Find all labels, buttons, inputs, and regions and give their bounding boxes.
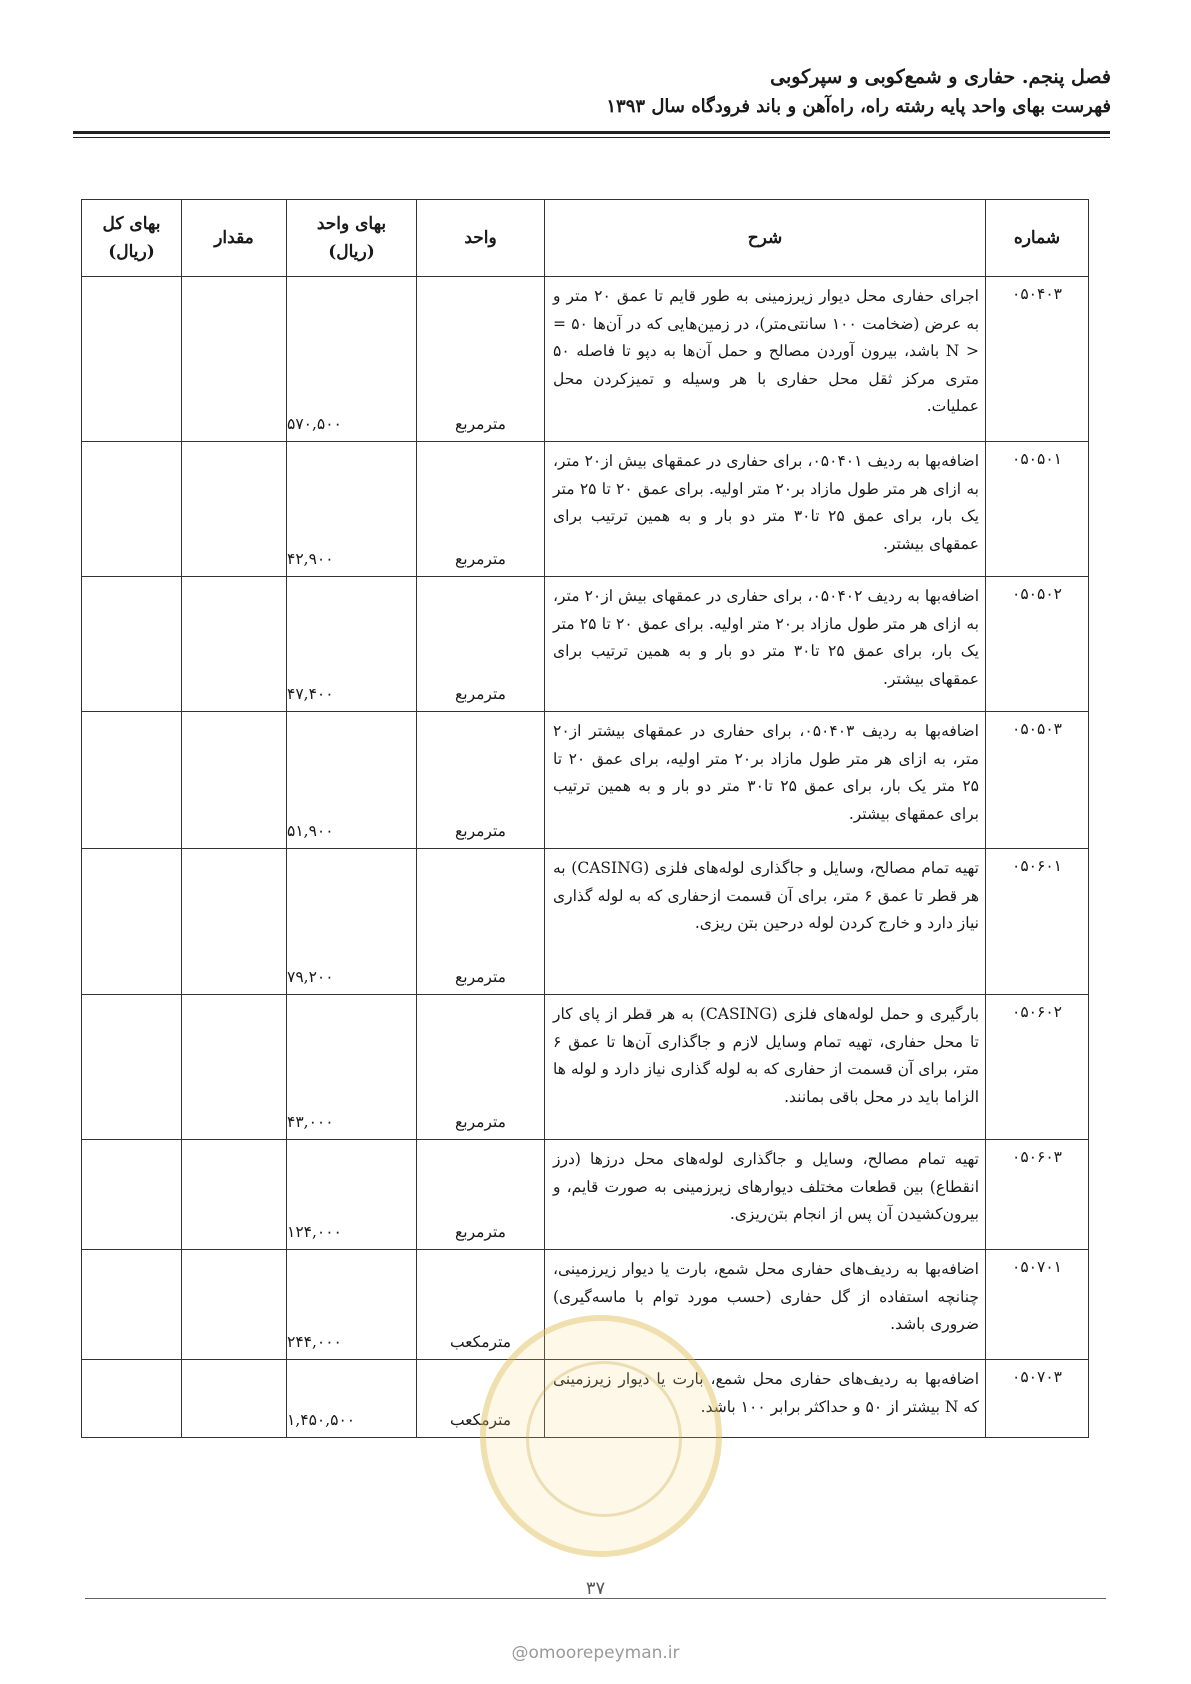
footer-rule: [85, 1598, 1106, 1599]
row-description: اضافه‌بها به ردیف ۰۵۰۴۰۱، برای حفاری در عمقهای بیش از۲۰ متر، به ازای هر متر طول مازاد بر۲۰ متر اولیه. برای عمق ۲۰ تا ۲۵ متر یک بار، برای عمق ۲۵ تا۳۰ متر دو بار و به همین ترتیب برای عمقهای بیشتر.: [545, 442, 986, 577]
row-number: ۰۵۰۵۰۳: [986, 712, 1089, 849]
row-number: ۰۵۰۵۰۲: [986, 577, 1089, 712]
row-unit-price: ۵۱,۹۰۰: [287, 712, 417, 849]
row-unit: مترمربع: [417, 577, 545, 712]
header-rule-thin: [73, 137, 1110, 138]
table-row: [82, 1360, 1089, 1438]
row-total-price: [82, 995, 182, 1140]
price-list-title: فهرست بهای واحد پایه رشته راه، راه‌آهن و باند فرودگاه سال ۱۳۹۳: [606, 96, 1111, 117]
row-number: ۰۵۰۷۰۱: [986, 1250, 1089, 1360]
row-unit: مترمربع: [417, 995, 545, 1140]
header-total-price: [82, 200, 182, 277]
header-description: شرح: [545, 200, 986, 277]
row-unit: مترمربع: [417, 712, 545, 849]
row-number: ۰۵۰۷۰۳: [986, 1360, 1089, 1438]
row-description: اضافه‌بها به ردیف‌های حفاری محل شمع، بارت یا دیوار زیرزمینی که N بیشتر از ۵۰ و حداکثر برابر ۱۰۰ باشد.: [545, 1360, 986, 1438]
row-total-price: [82, 1250, 182, 1360]
row-description: تهیه تمام مصالح، وسایل و جاگذاری لوله‌های فلزی (CASING) به هر قطر تا عمق ۶ متر، برای آن قسمت ازحفاری که به لوله گذاری نیاز دارد و خارج کردن لوله درحین بتن ریزی.: [545, 849, 986, 995]
row-description: اضافه‌بها به ردیف‌های حفاری محل شمع، بارت یا دیوار زیرزمینی، چنانچه استفاده از گل حفاری (حسب مورد توام با ماسه‌گیری) ضروری باشد.: [545, 1250, 986, 1360]
row-unit-price: ۵۷۰,۵۰۰: [287, 277, 417, 442]
row-unit: مترمربع: [417, 442, 545, 577]
row-total-price: [82, 849, 182, 995]
row-description: تهیه تمام مصالح، وسایل و جاگذاری لوله‌های محل درزها (درز انقطاع) بین قطعات مختلف دیوارهای زیرزمینی به صورت قایم، و بیرون‌کشیدن آن پس از انجام بتن‌ریزی.: [545, 1140, 986, 1250]
row-number: ۰۵۰۵۰۱: [986, 442, 1089, 577]
site-watermark: @omoorepeyman.ir: [511, 1643, 680, 1663]
row-quantity: [182, 442, 287, 577]
row-total-price: [82, 577, 182, 712]
row-unit-price: ۴۲,۹۰۰: [287, 442, 417, 577]
row-unit: مترمربع: [417, 277, 545, 442]
row-unit: مترمربع: [417, 849, 545, 995]
row-unit-price: ۱,۴۵۰,۵۰۰: [287, 1360, 417, 1438]
table-row: [82, 577, 1089, 712]
row-quantity: [182, 1360, 287, 1438]
row-total-price: [82, 442, 182, 577]
row-quantity: [182, 1140, 287, 1250]
row-unit-price: ۷۹,۲۰۰: [287, 849, 417, 995]
table-row: [82, 442, 1089, 577]
row-quantity: [182, 577, 287, 712]
header-unit: واحد: [417, 200, 545, 277]
header-number: شماره: [986, 200, 1089, 277]
page-header: [71, 62, 1111, 122]
row-number: ۰۵۰۶۰۲: [986, 995, 1089, 1140]
chapter-title: فصل پنجم. حفاری و شمع‌کوبی و سپرکوبی: [770, 66, 1111, 88]
header-unit-price-currency: (ریال): [328, 242, 375, 262]
row-total-price: [82, 1140, 182, 1250]
row-unit-price: ۴۷,۴۰۰: [287, 577, 417, 712]
table-row: [82, 277, 1089, 442]
row-description: اضافه‌بها به ردیف ۰۵۰۴۰۲، برای حفاری در عمقهای بیش از۲۰ متر، به ازای هر متر طول مازاد بر۲۰ متر اولیه. برای عمق ۲۰ تا ۲۵ متر یک بار، برای عمق ۲۵ تا۳۰ متر دو بار و به همین ترتیب برای عمقهای بیشتر.: [545, 577, 986, 712]
row-unit-price: ۲۴۴,۰۰۰: [287, 1250, 417, 1360]
table-header-row: [82, 200, 1089, 277]
table-row: [82, 1250, 1089, 1360]
table-row: [82, 1140, 1089, 1250]
header-unit-price: [287, 200, 417, 277]
row-description: اضافه‌بها به ردیف ۰۵۰۴۰۳، برای حفاری در عمقهای بیشتر از۲۰ متر، به ازای هر متر طول مازاد بر۲۰ متر اولیه، برای عمق ۲۰ تا ۲۵ متر یک بار، برای عمق ۲۵ تا۳۰ متر دو بار و به همین ترتیب برای عمقهای بیشتر.: [545, 712, 986, 849]
row-quantity: [182, 277, 287, 442]
row-description: بارگیری و حمل لوله‌های فلزی (CASING) به هر قطر از پای کار تا محل حفاری، تهیه تمام وسایل لازم و جاگذاری آن‌ها تا عمق ۶ متر، برای آن قسمت از حفاری که به لوله گذاری نیاز دارد و لوله ها الزاما باید در محل باقی بمانند.: [545, 995, 986, 1140]
header-total-price-currency: (ریال): [108, 242, 155, 262]
row-unit: مترمکعب: [417, 1250, 545, 1360]
row-quantity: [182, 712, 287, 849]
header-quantity: مقدار: [182, 200, 287, 277]
page-number: ۳۷: [585, 1578, 606, 1599]
row-number: ۰۵۰۶۰۱: [986, 849, 1089, 995]
row-unit-price: ۴۳,۰۰۰: [287, 995, 417, 1140]
row-number: ۰۵۰۴۰۳: [986, 277, 1089, 442]
row-quantity: [182, 995, 287, 1140]
table-row: [82, 712, 1089, 849]
header-total-price-label: بهای کل: [102, 214, 161, 234]
row-total-price: [82, 1360, 182, 1438]
row-total-price: [82, 277, 182, 442]
row-unit: مترمربع: [417, 1140, 545, 1250]
row-total-price: [82, 712, 182, 849]
row-quantity: [182, 1250, 287, 1360]
row-unit-price: ۱۲۴,۰۰۰: [287, 1140, 417, 1250]
header-unit-price-label: بهای واحد: [316, 214, 387, 234]
row-unit: مترمکعب: [417, 1360, 545, 1438]
table-row: [82, 995, 1089, 1140]
price-table: [81, 199, 1089, 1438]
row-number: ۰۵۰۶۰۳: [986, 1140, 1089, 1250]
header-rule-thick: [73, 131, 1110, 134]
row-description: اجرای حفاری محل دیوار زیرزمینی به طور قایم تا عمق ۲۰ متر و به عرض (ضخامت ۱۰۰ سانتی‌متر)، در زمین‌هایی که در آن‌ها ۵۰ =< N باشد، بیرون آوردن مصالح و حمل آن‌ها به دپو تا فاصله ۵۰ متری مرکز ثقل محل حفاری با هر وسیله و تمیزکردن محل عملیات.: [545, 277, 986, 442]
row-quantity: [182, 849, 287, 995]
table-row: [82, 849, 1089, 995]
